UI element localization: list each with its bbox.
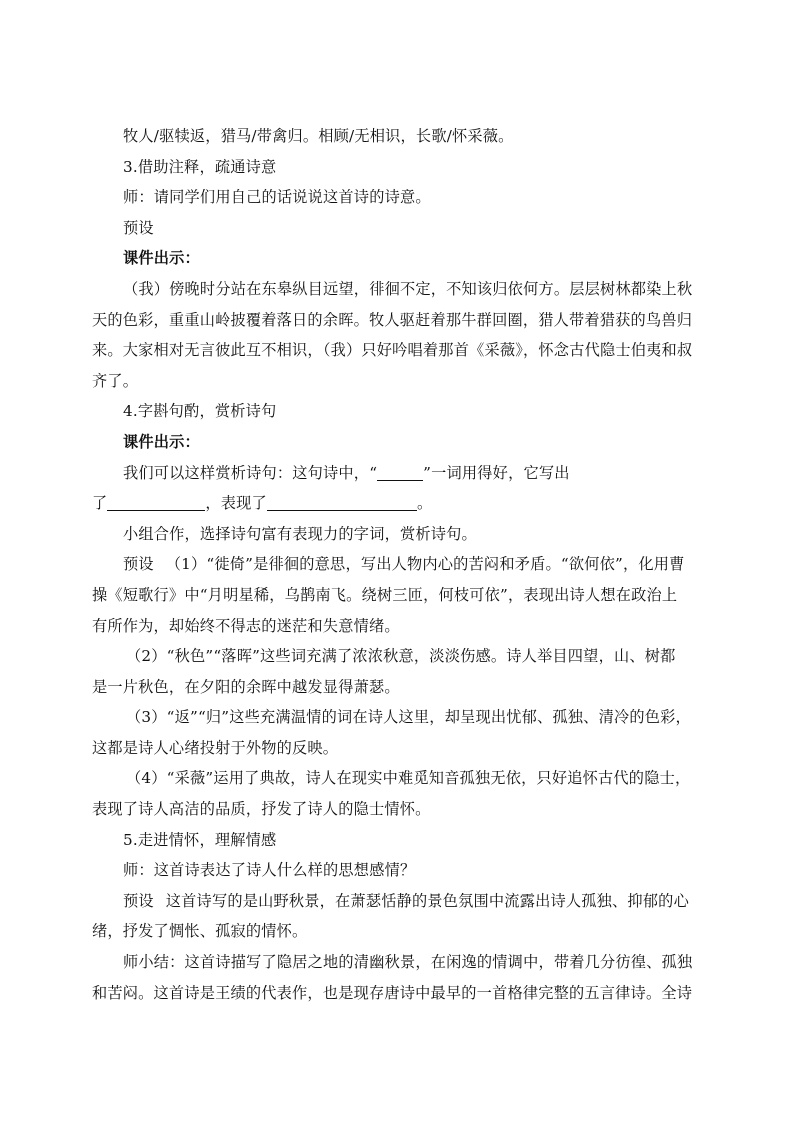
preset-label: 预设 xyxy=(123,891,154,910)
preset-label: 预设 xyxy=(123,555,154,574)
courseware-label: 课件出示： xyxy=(123,432,200,451)
blank-line xyxy=(267,493,417,511)
template-text: ”一词用得好，它写出 xyxy=(423,463,570,482)
paragraph-line: 来。大家相对无言彼此互不相识，（我）只好吟唱着那首《采薇》，怀念古代隐士伯夷和叔 xyxy=(92,341,693,360)
teacher-prompt: 师：请同学们用自己的话说说这首诗的诗意。 xyxy=(123,188,431,207)
section-heading: 5.走进情怀，理解情感 xyxy=(123,830,277,849)
section-heading: 4.字斟句酌，赏析诗句 xyxy=(123,402,277,421)
section-heading: 3.借助注释，疏通诗意 xyxy=(123,157,277,176)
paragraph-line: （4）“采薇”运用了典故，诗人在现实中难觅知音孤独无依，只好追怀古代的隐士， xyxy=(126,769,691,788)
template-text: 我们可以这样赏析诗句：这句诗中，“ xyxy=(123,463,378,482)
paragraph-line xyxy=(92,886,712,917)
template-text: 了 xyxy=(92,494,108,513)
analysis-text: （1）“徙倚”是徘徊的意思，写出人物内心的苦闷和矛盾。“欲何依”，化用曹 xyxy=(165,555,685,574)
template-text: 。 xyxy=(416,494,433,513)
paragraph-line: 这都是诗人心绪投射于外物的反映。 xyxy=(92,738,339,757)
paragraph-line: （我）傍晚时分站在东皋纵目远望，徘徊不定，不知该归依何方。层层树林都染上秋 xyxy=(123,279,693,298)
paragraph-line: 表现了诗人高洁的品质，抒发了诗人的隐士情怀。 xyxy=(92,800,431,819)
preset-label: 预设 xyxy=(123,218,154,237)
paragraph-line: （3）“返”“归”这些充满温情的词在诗人这里，却呈现出忧郁、孤独、清冷的色彩， xyxy=(126,708,691,727)
paragraph-line: 天的色彩，重重山岭披覆着落日的余晖。牧人驱赶着那牛群回圈，猎人带着猎获的鸟兽归 xyxy=(92,310,693,329)
teacher-prompt: 师：这首诗表达了诗人什么样的思想感情？ xyxy=(123,861,416,880)
analysis-text: 这首诗写的是山野秋景，在萧瑟恬静的景色氛围中流露出诗人孤独、抑郁的心 xyxy=(165,891,689,910)
paragraph-line: 绪，抒发了惆怅、孤寂的情怀。 xyxy=(92,922,308,941)
paragraph-line: 有所作为，却始终不得志的迷茫和失意情绪。 xyxy=(92,616,400,635)
paragraph-line: （2）“秋色”“落晖”这些词充满了浓浓秋意，淡淡伤感。诗人举目四望，山、树都 xyxy=(126,647,676,666)
fill-in-template xyxy=(92,488,712,519)
fill-in-template xyxy=(92,458,712,489)
courseware-label: 课件出示： xyxy=(123,249,200,268)
paragraph-line xyxy=(92,549,712,580)
poem-line: 牧人/驱犊返，猎马/带禽归。相顾/无相识，长歌/怀采薇。 xyxy=(123,127,514,145)
paragraph-line: 操《短歌行》中“月明星稀，乌鹊南飞。绕树三匝，何枝可依”，表现出诗人想在政治上 xyxy=(92,585,678,604)
group-task: 小组合作，选择诗句富有表现力的字词，赏析诗句。 xyxy=(123,524,477,543)
blank-line xyxy=(377,463,423,481)
teacher-summary: 师小结：这首诗描写了隐居之地的清幽秋景，在闲逸的情调中，带着几分彷徨、孤独 xyxy=(123,953,693,972)
template-text: ，表现了 xyxy=(205,494,267,513)
document-page xyxy=(92,121,712,1008)
paragraph-line: 齐了。 xyxy=(92,371,139,390)
paragraph-line: 是一片秋色，在夕阳的余晖中越发显得萧瑟。 xyxy=(92,677,400,696)
blank-line xyxy=(107,493,205,511)
paragraph-line: 和苦闷。这首诗是王绩的代表作，也是现存唐诗中最早的一首格律完整的五言律诗。全诗 xyxy=(92,983,693,1002)
